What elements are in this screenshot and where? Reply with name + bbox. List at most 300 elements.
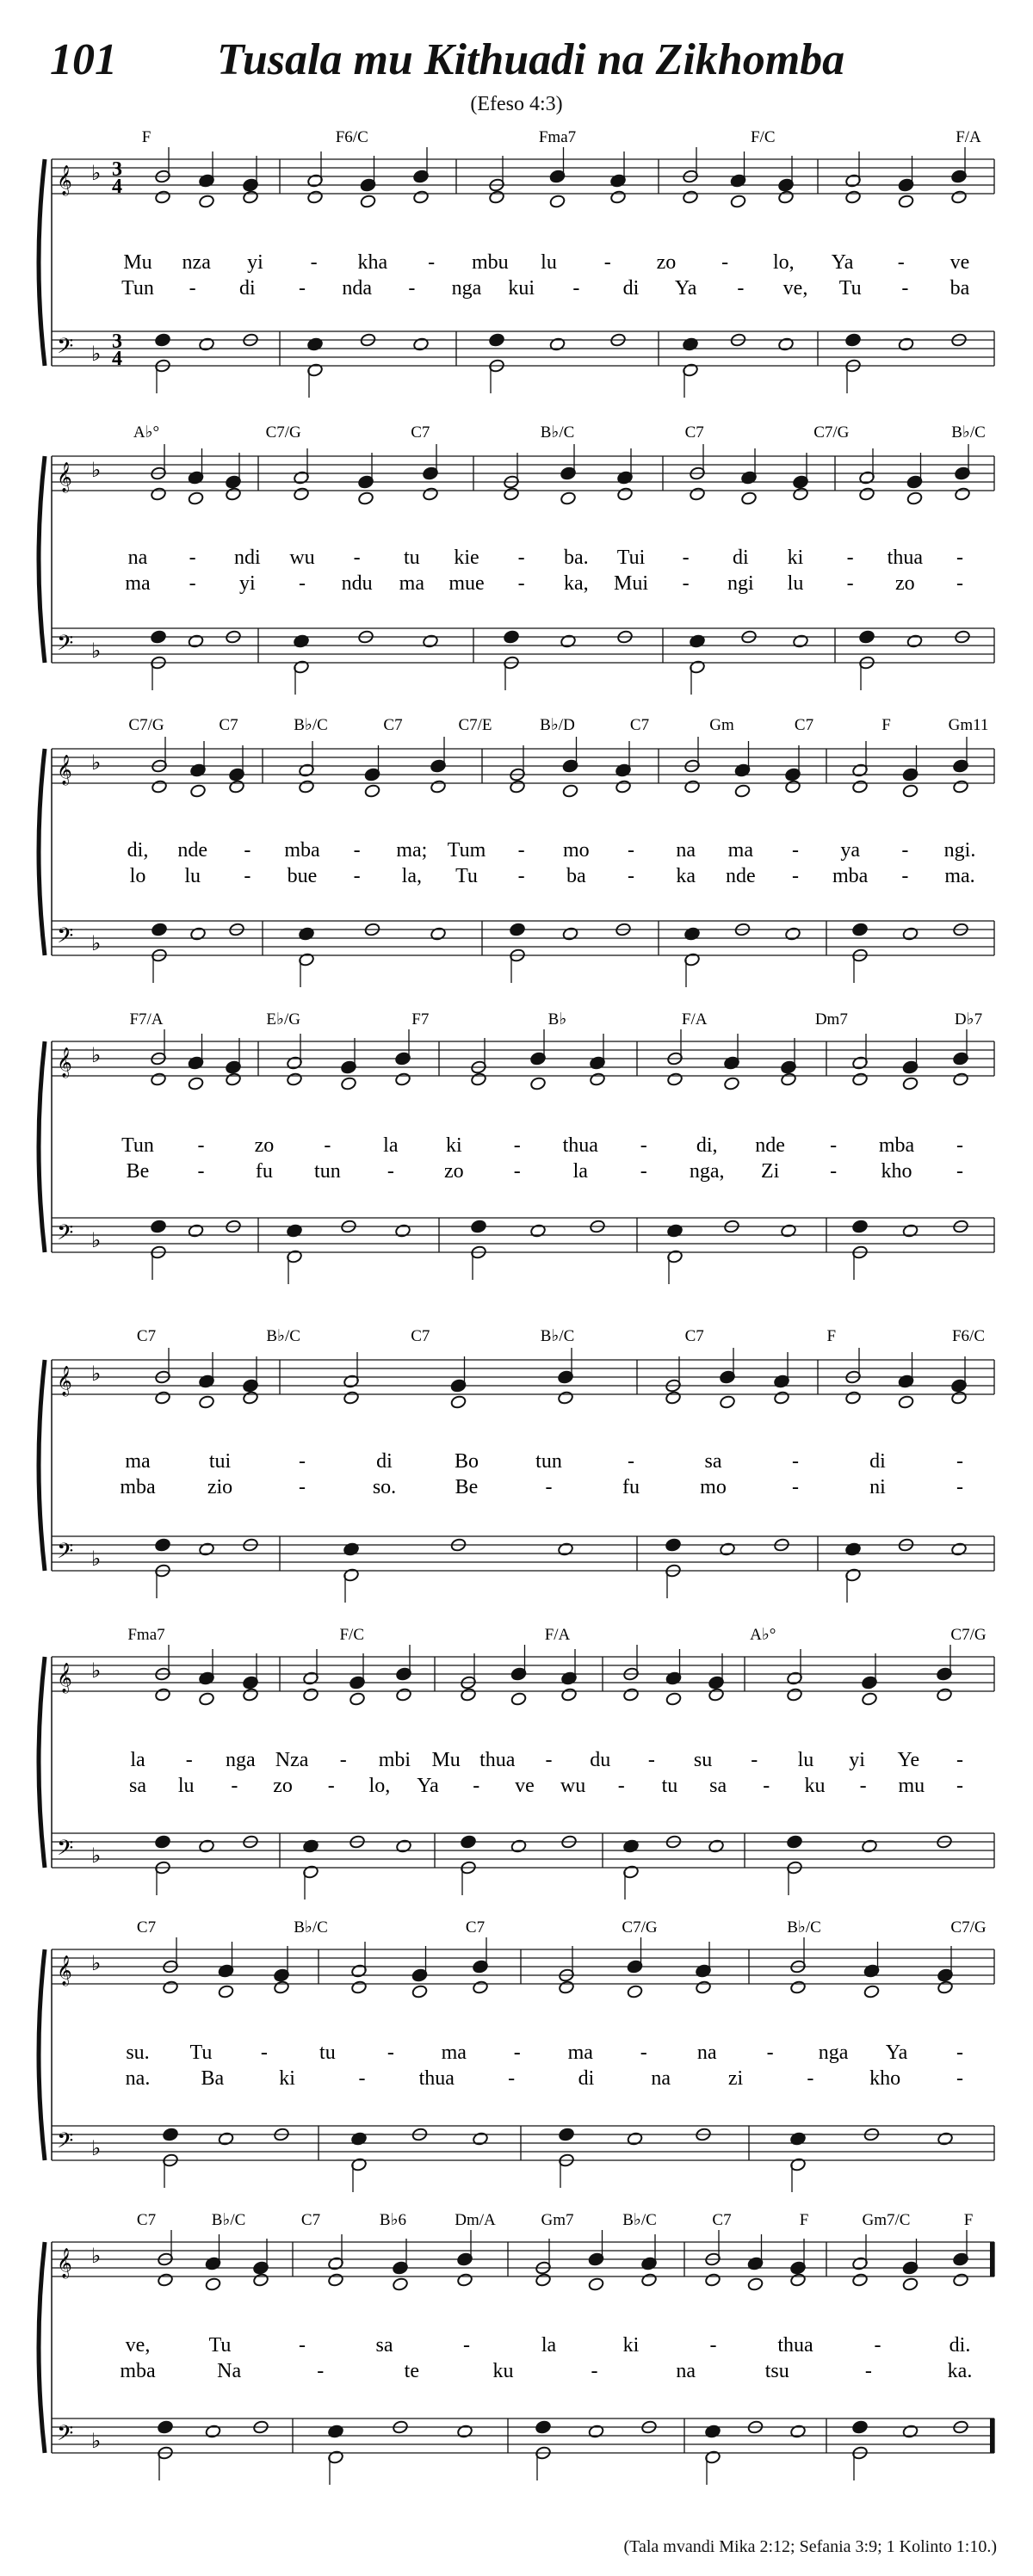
lyric-verse1-7-3: -: [260, 2042, 268, 2064]
lyric-verse2-6-7: Ya: [417, 1775, 439, 1797]
lyric-verse2-6-8: -: [473, 1775, 480, 1797]
lyric-verse2-5-9: -: [792, 1476, 799, 1498]
lyric-verse1-3-6: ma;: [396, 839, 428, 862]
lyric-verse1-3-4: mba: [284, 839, 320, 862]
note-alto-1-4-1: [898, 195, 914, 209]
system-4: [39, 1010, 994, 1284]
note-alto-5-3-2: [950, 1391, 967, 1405]
lyric-verse1-3-5: -: [353, 839, 361, 862]
lyric-verse1-7-7: -: [513, 2042, 521, 2064]
lyric-verse1-2-1: na: [127, 547, 148, 569]
note-alto-5-0-2: [242, 1391, 258, 1405]
bass-clef-icon-5: 𝄢: [57, 1540, 74, 1568]
lyric-verse1-1-5: kha: [357, 251, 388, 274]
lyric-verse2-2-13: lu: [787, 572, 804, 595]
lyric-verse1-2-11: -: [682, 547, 690, 569]
note-tenor-6-2-1: [510, 1839, 527, 1854]
note-tenor-8-0-1: [205, 2425, 221, 2439]
note-tenor-7-3-0: [789, 2132, 806, 2147]
treble-clef-icon-5: 𝄞: [57, 1367, 72, 1395]
lyric-verse1-3-15: -: [901, 839, 909, 862]
chord-symbol-1-5: F/A: [956, 128, 981, 146]
note-tenor-4-0-1: [188, 1224, 204, 1239]
lyric-verse2-5-5: Be: [455, 1476, 479, 1498]
lyric-verse2-8-4: te: [404, 2360, 419, 2382]
note-alto-6-0-1: [198, 1692, 214, 1707]
lyric-verse2-7-7: di: [578, 2067, 595, 2090]
note-tenor-7-1-0: [350, 2132, 367, 2147]
lyric-verse1-2-10: Tui: [616, 547, 646, 569]
lyric-verse1-3-2: nde: [177, 839, 207, 862]
lyric-verse2-8-2: Na: [217, 2360, 242, 2382]
note-alto-3-1-0: [298, 780, 314, 794]
note-alto-1-2-1: [549, 195, 566, 209]
note-alto-1-3-1: [730, 195, 746, 209]
lyric-verse2-6-12: tu: [661, 1775, 678, 1797]
lyric-verse2-7-9: zi: [727, 2067, 744, 2090]
lyric-verse2-5-8: mo: [700, 1476, 727, 1498]
lyric-verse2-1-7: nga: [451, 277, 482, 300]
lyric-verse2-3-9: ba: [566, 865, 586, 887]
chord-symbol-1-1: F: [141, 128, 152, 146]
note-tenor-4-1-0: [286, 1224, 302, 1239]
lyric-verse1-2-3: ndi: [233, 547, 261, 569]
lyric-verse1-6-9: -: [545, 1749, 553, 1771]
key-flat-bass-5: ♭: [91, 1548, 102, 1571]
chord-symbol-8-8: C7: [712, 2211, 732, 2229]
note-alto-5-3-1: [898, 1395, 914, 1410]
lyric-verse1-6-8: thua: [479, 1749, 516, 1771]
chord-symbol-3-2: C7: [219, 716, 238, 734]
note-alto-6-1-2: [395, 1688, 411, 1702]
lyric-verse2-8-3: -: [317, 2360, 325, 2382]
bass-clef-icon-7: 𝄢: [57, 2129, 74, 2158]
note-alto-5-1-1: [450, 1395, 467, 1410]
note-tenor-4-3-2: [780, 1224, 796, 1239]
note-alto-1-3-0: [682, 190, 698, 205]
bass-clef-icon-3: 𝄢: [57, 924, 74, 953]
note-alto-7-1-0: [350, 1980, 367, 1995]
note-alto-7-1-1: [411, 1985, 428, 1999]
lyric-verse1-3-13: -: [792, 839, 799, 862]
note-alto-6-3-1: [665, 1692, 682, 1707]
chord-symbol-8-9: F: [799, 2211, 809, 2229]
lyric-verse2-6-6: lo,: [368, 1775, 391, 1797]
note-alto-6-4-0: [786, 1688, 802, 1702]
lyric-verse2-7-6: -: [508, 2067, 516, 2090]
treble-clef-icon-1: 𝄞: [57, 166, 72, 195]
note-tenor-7-1-2: [472, 2132, 488, 2147]
treble-clef-icon-4: 𝄞: [57, 1048, 72, 1077]
chord-symbol-2-1: A♭°: [133, 423, 160, 442]
note-tenor-4-4-1: [902, 1224, 919, 1239]
lyric-verse2-5-1: mba: [120, 1476, 156, 1498]
note-alto-2-2-2: [616, 487, 633, 502]
key-flat-treble-7: ♭: [91, 1953, 102, 1975]
note-alto-3-2-2: [615, 780, 631, 794]
chord-symbol-4-5: F/A: [681, 1010, 708, 1029]
note-alto-7-3-0: [789, 1980, 806, 1995]
note-alto-4-1-0: [286, 1072, 302, 1087]
note-tenor-5-1-0: [343, 1542, 359, 1557]
lyric-verse1-6-5: -: [339, 1749, 347, 1771]
lyric-verse2-7-3: ki: [279, 2067, 295, 2090]
note-tenor-6-1-0: [302, 1839, 319, 1854]
note-alto-7-2-0: [558, 1980, 574, 1995]
lyric-verse2-4-14: -: [956, 1160, 963, 1183]
lyric-verse2-2-11: -: [682, 572, 690, 595]
note-tenor-2-0-1: [188, 634, 204, 649]
note-alto-2-2-1: [560, 491, 576, 506]
lyric-verse2-4-9: -: [640, 1160, 647, 1183]
note-tenor-2-4-1: [906, 634, 923, 649]
key-flat-bass-4: ♭: [91, 1230, 102, 1252]
lyric-verse1-3-3: -: [244, 839, 251, 862]
note-tenor-6-3-0: [622, 1839, 639, 1854]
note-alto-8-3-0: [704, 2273, 721, 2288]
lyric-verse1-1-3: yi: [247, 251, 263, 274]
lyric-verse2-2-3: yi: [238, 572, 256, 595]
lyric-verse2-6-1: sa: [129, 1775, 146, 1797]
note-tenor-2-1-2: [422, 634, 438, 649]
chord-symbol-3-3: B♭/C: [294, 716, 328, 734]
lyric-verse2-6-2: lu: [177, 1775, 195, 1797]
lyric-verse1-2-4: wu: [289, 547, 315, 569]
note-alto-6-0-2: [242, 1688, 258, 1702]
note-alto-2-4-2: [954, 487, 970, 502]
chord-symbol-8-5: Dm/A: [455, 2211, 496, 2229]
system-8: [39, 2211, 994, 2485]
chord-symbol-2-2: C7/G: [265, 423, 301, 442]
note-alto-2-4-0: [858, 487, 875, 502]
key-flat-bass-2: ♭: [91, 640, 102, 663]
lyric-verse2-8-5: ku: [492, 2360, 514, 2382]
lyric-verse1-3-10: -: [628, 839, 634, 862]
lyric-verse2-4-12: -: [830, 1160, 838, 1183]
lyric-verse2-1-11: Ya: [674, 277, 697, 300]
note-alto-7-0-0: [162, 1980, 178, 1995]
note-tenor-1-3-2: [777, 337, 794, 352]
lyric-verse2-2-6: ma: [399, 572, 424, 595]
note-tenor-5-2-1: [719, 1542, 735, 1557]
lyric-verse2-4-10: nga,: [689, 1160, 725, 1183]
chord-symbol-8-4: B♭6: [379, 2211, 407, 2229]
treble-clef-icon-7: 𝄞: [57, 1956, 72, 1985]
key-flat-bass-6: ♭: [91, 1845, 102, 1868]
note-alto-5-1-0: [343, 1391, 359, 1405]
lyric-verse1-4-4: -: [324, 1134, 331, 1157]
note-alto-7-3-1: [863, 1985, 880, 1999]
lyric-verse1-4-1: Tun: [121, 1134, 154, 1157]
brace-7: [39, 1949, 45, 2160]
note-alto-3-3-0: [684, 780, 700, 794]
treble-clef-icon-8: 𝄞: [57, 2249, 72, 2277]
lyric-verse2-3-8: -: [517, 865, 525, 887]
note-alto-8-2-1: [588, 2277, 604, 2292]
lyric-verse1-2-6: tu: [403, 547, 420, 569]
note-alto-6-1-1: [349, 1692, 365, 1707]
note-alto-3-4-1: [902, 784, 919, 799]
note-tenor-5-1-2: [557, 1542, 573, 1557]
note-tenor-3-4-1: [902, 927, 919, 942]
lyric-verse2-3-6: la,: [401, 865, 422, 887]
bass-clef-icon-6: 𝄢: [57, 1837, 74, 1865]
lyric-verse1-6-10: du: [590, 1749, 611, 1771]
note-tenor-8-1-0: [327, 2425, 343, 2439]
note-alto-3-2-0: [509, 780, 525, 794]
chord-symbol-7-4: C7/G: [622, 1918, 658, 1937]
lyric-verse2-2-5: ndu: [341, 572, 373, 595]
lyric-verse1-1-1: Mu: [123, 251, 152, 274]
lyric-verse2-8-9: -: [864, 2360, 872, 2382]
lyric-verse1-7-2: Tu: [189, 2042, 213, 2064]
note-alto-3-4-2: [952, 780, 968, 794]
note-tenor-1-2-1: [549, 337, 566, 352]
lyric-verse2-2-2: -: [189, 572, 196, 595]
lyric-verse1-4-13: mba: [878, 1134, 915, 1157]
chord-symbol-2-4: B♭/C: [540, 423, 575, 442]
note-alto-2-0-0: [150, 487, 166, 502]
key-flat-treble-5: ♭: [91, 1363, 102, 1386]
lyric-verse2-2-9: ka,: [564, 572, 589, 595]
chord-symbol-2-5: C7: [684, 423, 704, 442]
key-flat-treble-1: ♭: [91, 163, 102, 185]
lyric-verse1-7-14: -: [956, 2042, 963, 2064]
note-alto-1-4-0: [844, 190, 861, 205]
key-flat-treble-6: ♭: [91, 1660, 102, 1683]
chord-symbol-5-1: C7: [136, 1327, 157, 1345]
lyric-verse1-3-11: na: [676, 839, 696, 862]
note-alto-4-4-2: [952, 1072, 968, 1087]
note-tenor-8-2-1: [588, 2425, 604, 2439]
chord-symbol-4-6: Dm7: [814, 1010, 848, 1029]
lyric-verse2-2-8: -: [517, 572, 525, 595]
chord-symbol-5-7: F6/C: [951, 1327, 986, 1345]
lyric-verse1-3-12: ma: [727, 839, 753, 862]
note-alto-4-2-0: [470, 1072, 486, 1087]
lyric-verse2-5-7: fu: [622, 1476, 640, 1498]
lyric-verse1-6-2: -: [185, 1749, 193, 1771]
lyric-verse1-7-4: tu: [319, 2042, 336, 2064]
lyric-verse1-7-9: -: [640, 2042, 647, 2064]
lyric-verse1-4-6: ki: [445, 1134, 462, 1157]
chord-symbol-8-2: B♭/C: [211, 2211, 246, 2229]
lyric-verse2-6-9: ve: [515, 1775, 535, 1797]
lyric-verse1-8-2: Tu: [208, 2334, 232, 2357]
treble-clef-icon-2: 𝄞: [57, 463, 72, 491]
note-tenor-3-1-2: [430, 927, 446, 942]
chord-symbol-8-1: C7: [136, 2211, 157, 2229]
key-flat-bass-1: ♭: [91, 343, 102, 366]
note-alto-1-0-2: [242, 190, 258, 205]
lyric-verse2-4-1: Be: [126, 1160, 150, 1183]
note-alto-4-1-2: [394, 1072, 411, 1087]
note-alto-2-0-2: [225, 487, 241, 502]
key-flat-bass-3: ♭: [91, 933, 102, 955]
time-signature-digit-0: 3: [112, 158, 122, 181]
note-alto-2-3-1: [740, 491, 757, 506]
lyric-verse2-4-5: -: [387, 1160, 394, 1183]
key-flat-treble-8: ♭: [91, 2246, 102, 2268]
chord-symbol-1-2: F6/C: [335, 128, 368, 146]
bass-clef-icon-1: 𝄢: [57, 335, 74, 363]
note-alto-4-3-2: [780, 1072, 796, 1087]
chord-symbol-6-3: F/A: [544, 1626, 571, 1644]
lyric-verse2-3-11: ka: [676, 865, 696, 887]
note-alto-4-1-1: [340, 1077, 356, 1091]
note-alto-6-3-0: [622, 1688, 639, 1702]
lyric-verse1-6-12: su: [693, 1749, 713, 1771]
lyric-verse1-8-5: -: [463, 2334, 470, 2357]
lyric-verse1-2-15: thua: [887, 547, 923, 569]
note-alto-8-4-0: [851, 2273, 868, 2288]
lyric-verse1-6-3: nga: [226, 1749, 256, 1771]
brace-6: [39, 1657, 45, 1868]
lyric-verse1-2-12: di: [732, 547, 749, 569]
key-flat-bass-7: ♭: [91, 2138, 102, 2160]
lyric-verse2-3-15: -: [901, 865, 909, 887]
lyric-verse1-6-16: Ye: [897, 1749, 920, 1771]
hymn-title: Tusala mu Kithuadi na Zikhomba: [217, 35, 845, 84]
note-alto-4-0-0: [150, 1072, 166, 1087]
lyric-verse1-1-6: -: [428, 251, 436, 274]
chord-symbol-2-7: B♭/C: [951, 423, 986, 442]
note-alto-3-0-1: [189, 784, 206, 799]
chord-symbol-4-4: B♭: [547, 1010, 567, 1029]
lyric-verse2-1-5: nda: [342, 277, 372, 300]
lyric-verse2-1-14: Tu: [838, 277, 862, 300]
chord-symbol-4-3: F7: [411, 1010, 430, 1029]
lyric-verse2-6-18: -: [956, 1775, 963, 1797]
note-alto-5-1-2: [557, 1391, 573, 1405]
lyric-verse2-4-2: -: [197, 1160, 205, 1183]
note-tenor-1-4-1: [898, 337, 914, 352]
lyric-verse2-1-9: -: [572, 277, 580, 300]
lyric-verse1-4-14: -: [956, 1134, 963, 1157]
lyric-verse2-4-8: la: [572, 1160, 588, 1183]
note-alto-8-0-2: [252, 2273, 269, 2288]
key-flat-bass-8: ♭: [91, 2431, 102, 2453]
lyric-verse1-7-5: -: [387, 2042, 394, 2064]
chord-symbol-8-11: F: [963, 2211, 974, 2229]
lyric-verse1-4-12: -: [830, 1134, 838, 1157]
note-alto-5-3-0: [844, 1391, 861, 1405]
note-tenor-7-2-1: [627, 2132, 643, 2147]
lyric-verse1-3-14: ya: [840, 839, 860, 862]
note-alto-7-2-1: [627, 1985, 643, 1999]
time-signature-digit-3: 4: [112, 348, 122, 370]
lyric-verse2-6-11: -: [617, 1775, 625, 1797]
lyric-verse2-5-10: ni: [869, 1476, 886, 1498]
note-tenor-1-1-0: [306, 337, 323, 352]
chord-symbol-8-3: C7: [300, 2211, 321, 2229]
lyric-verse2-4-7: -: [513, 1160, 521, 1183]
lyric-verse2-7-12: -: [956, 2067, 963, 2090]
note-alto-6-0-0: [154, 1688, 170, 1702]
lyric-verse1-6-4: Nza: [275, 1749, 309, 1771]
note-tenor-2-3-2: [792, 634, 808, 649]
lyric-verse1-7-11: -: [766, 2042, 774, 2064]
note-tenor-2-3-0: [689, 634, 705, 649]
lyric-verse2-3-12: nde: [726, 865, 756, 887]
lyric-verse2-7-1: na.: [125, 2067, 151, 2090]
lyric-verse1-2-13: ki: [787, 547, 804, 569]
lyric-verse2-5-4: so.: [372, 1476, 397, 1498]
note-tenor-7-3-2: [937, 2132, 953, 2147]
note-alto-3-2-1: [562, 784, 578, 799]
lyric-verse2-8-10: ka.: [947, 2360, 973, 2382]
lyric-verse1-2-5: -: [353, 547, 361, 569]
chord-symbol-7-2: B♭/C: [294, 1918, 328, 1937]
system-6: [39, 1626, 994, 1900]
chord-symbol-2-3: C7: [411, 423, 430, 442]
lyric-verse2-1-6: -: [408, 277, 416, 300]
bass-clef-icon-2: 𝄢: [57, 632, 74, 660]
lyric-verse2-6-13: sa: [709, 1775, 727, 1797]
lyric-verse1-8-7: ki: [622, 2334, 640, 2357]
lyric-verse1-6-6: mbi: [378, 1749, 411, 1771]
note-tenor-8-1-2: [456, 2425, 473, 2439]
lyric-verse1-6-1: la: [130, 1749, 145, 1771]
lyric-verse2-6-5: -: [327, 1775, 335, 1797]
key-flat-treble-2: ♭: [91, 460, 102, 482]
note-alto-3-0-0: [151, 780, 167, 794]
note-alto-4-2-1: [529, 1077, 546, 1091]
note-alto-5-2-2: [773, 1391, 789, 1405]
chord-symbol-4-1: F7/A: [129, 1010, 164, 1029]
lyric-verse2-6-4: zo: [273, 1775, 293, 1797]
lyric-verse2-7-4: -: [358, 2067, 366, 2090]
system-7: [39, 1918, 994, 2192]
note-alto-1-1-2: [412, 190, 429, 205]
note-tenor-4-2-1: [529, 1224, 546, 1239]
note-alto-5-0-0: [154, 1391, 170, 1405]
note-alto-4-4-0: [851, 1072, 868, 1087]
chord-symbol-5-3: C7: [411, 1327, 430, 1345]
chord-symbol-7-5: B♭/C: [787, 1918, 821, 1937]
lyric-verse2-2-12: ngi: [727, 572, 754, 595]
note-alto-8-0-1: [205, 2277, 221, 2292]
note-alto-1-1-0: [306, 190, 323, 205]
note-tenor-8-4-1: [902, 2425, 919, 2439]
note-alto-1-2-2: [609, 190, 626, 205]
lyric-verse1-1-10: zo: [656, 251, 677, 274]
scripture-reference: (Efeso 4:3): [470, 93, 563, 115]
lyric-verse1-3-16: ngi.: [943, 839, 976, 862]
note-alto-8-4-1: [902, 2277, 919, 2292]
lyric-verse2-1-12: -: [737, 277, 745, 300]
note-tenor-8-3-0: [704, 2425, 721, 2439]
note-alto-8-2-0: [535, 2273, 551, 2288]
lyric-verse2-8-8: tsu: [764, 2360, 789, 2382]
chord-symbol-5-4: B♭/C: [540, 1327, 575, 1345]
note-alto-1-2-0: [488, 190, 504, 205]
chord-symbol-6-4: A♭°: [750, 1626, 776, 1644]
lyric-verse1-1-2: nza: [182, 251, 211, 274]
lyric-verse1-6-11: -: [647, 1749, 655, 1771]
chord-symbol-3-9: C7: [794, 716, 814, 734]
chord-symbol-4-2: E♭/G: [266, 1010, 300, 1029]
lyric-verse2-6-16: -: [859, 1775, 867, 1797]
lyric-verse1-4-9: -: [640, 1134, 647, 1157]
note-alto-4-4-1: [902, 1077, 919, 1091]
chord-symbol-3-8: Gm: [709, 716, 734, 734]
note-alto-1-1-1: [360, 195, 376, 209]
lyric-verse1-4-10: di,: [696, 1134, 718, 1157]
note-tenor-3-2-1: [562, 927, 578, 942]
lyric-verse1-8-8: -: [709, 2334, 717, 2357]
lyric-verse2-3-1: lo: [129, 865, 146, 887]
